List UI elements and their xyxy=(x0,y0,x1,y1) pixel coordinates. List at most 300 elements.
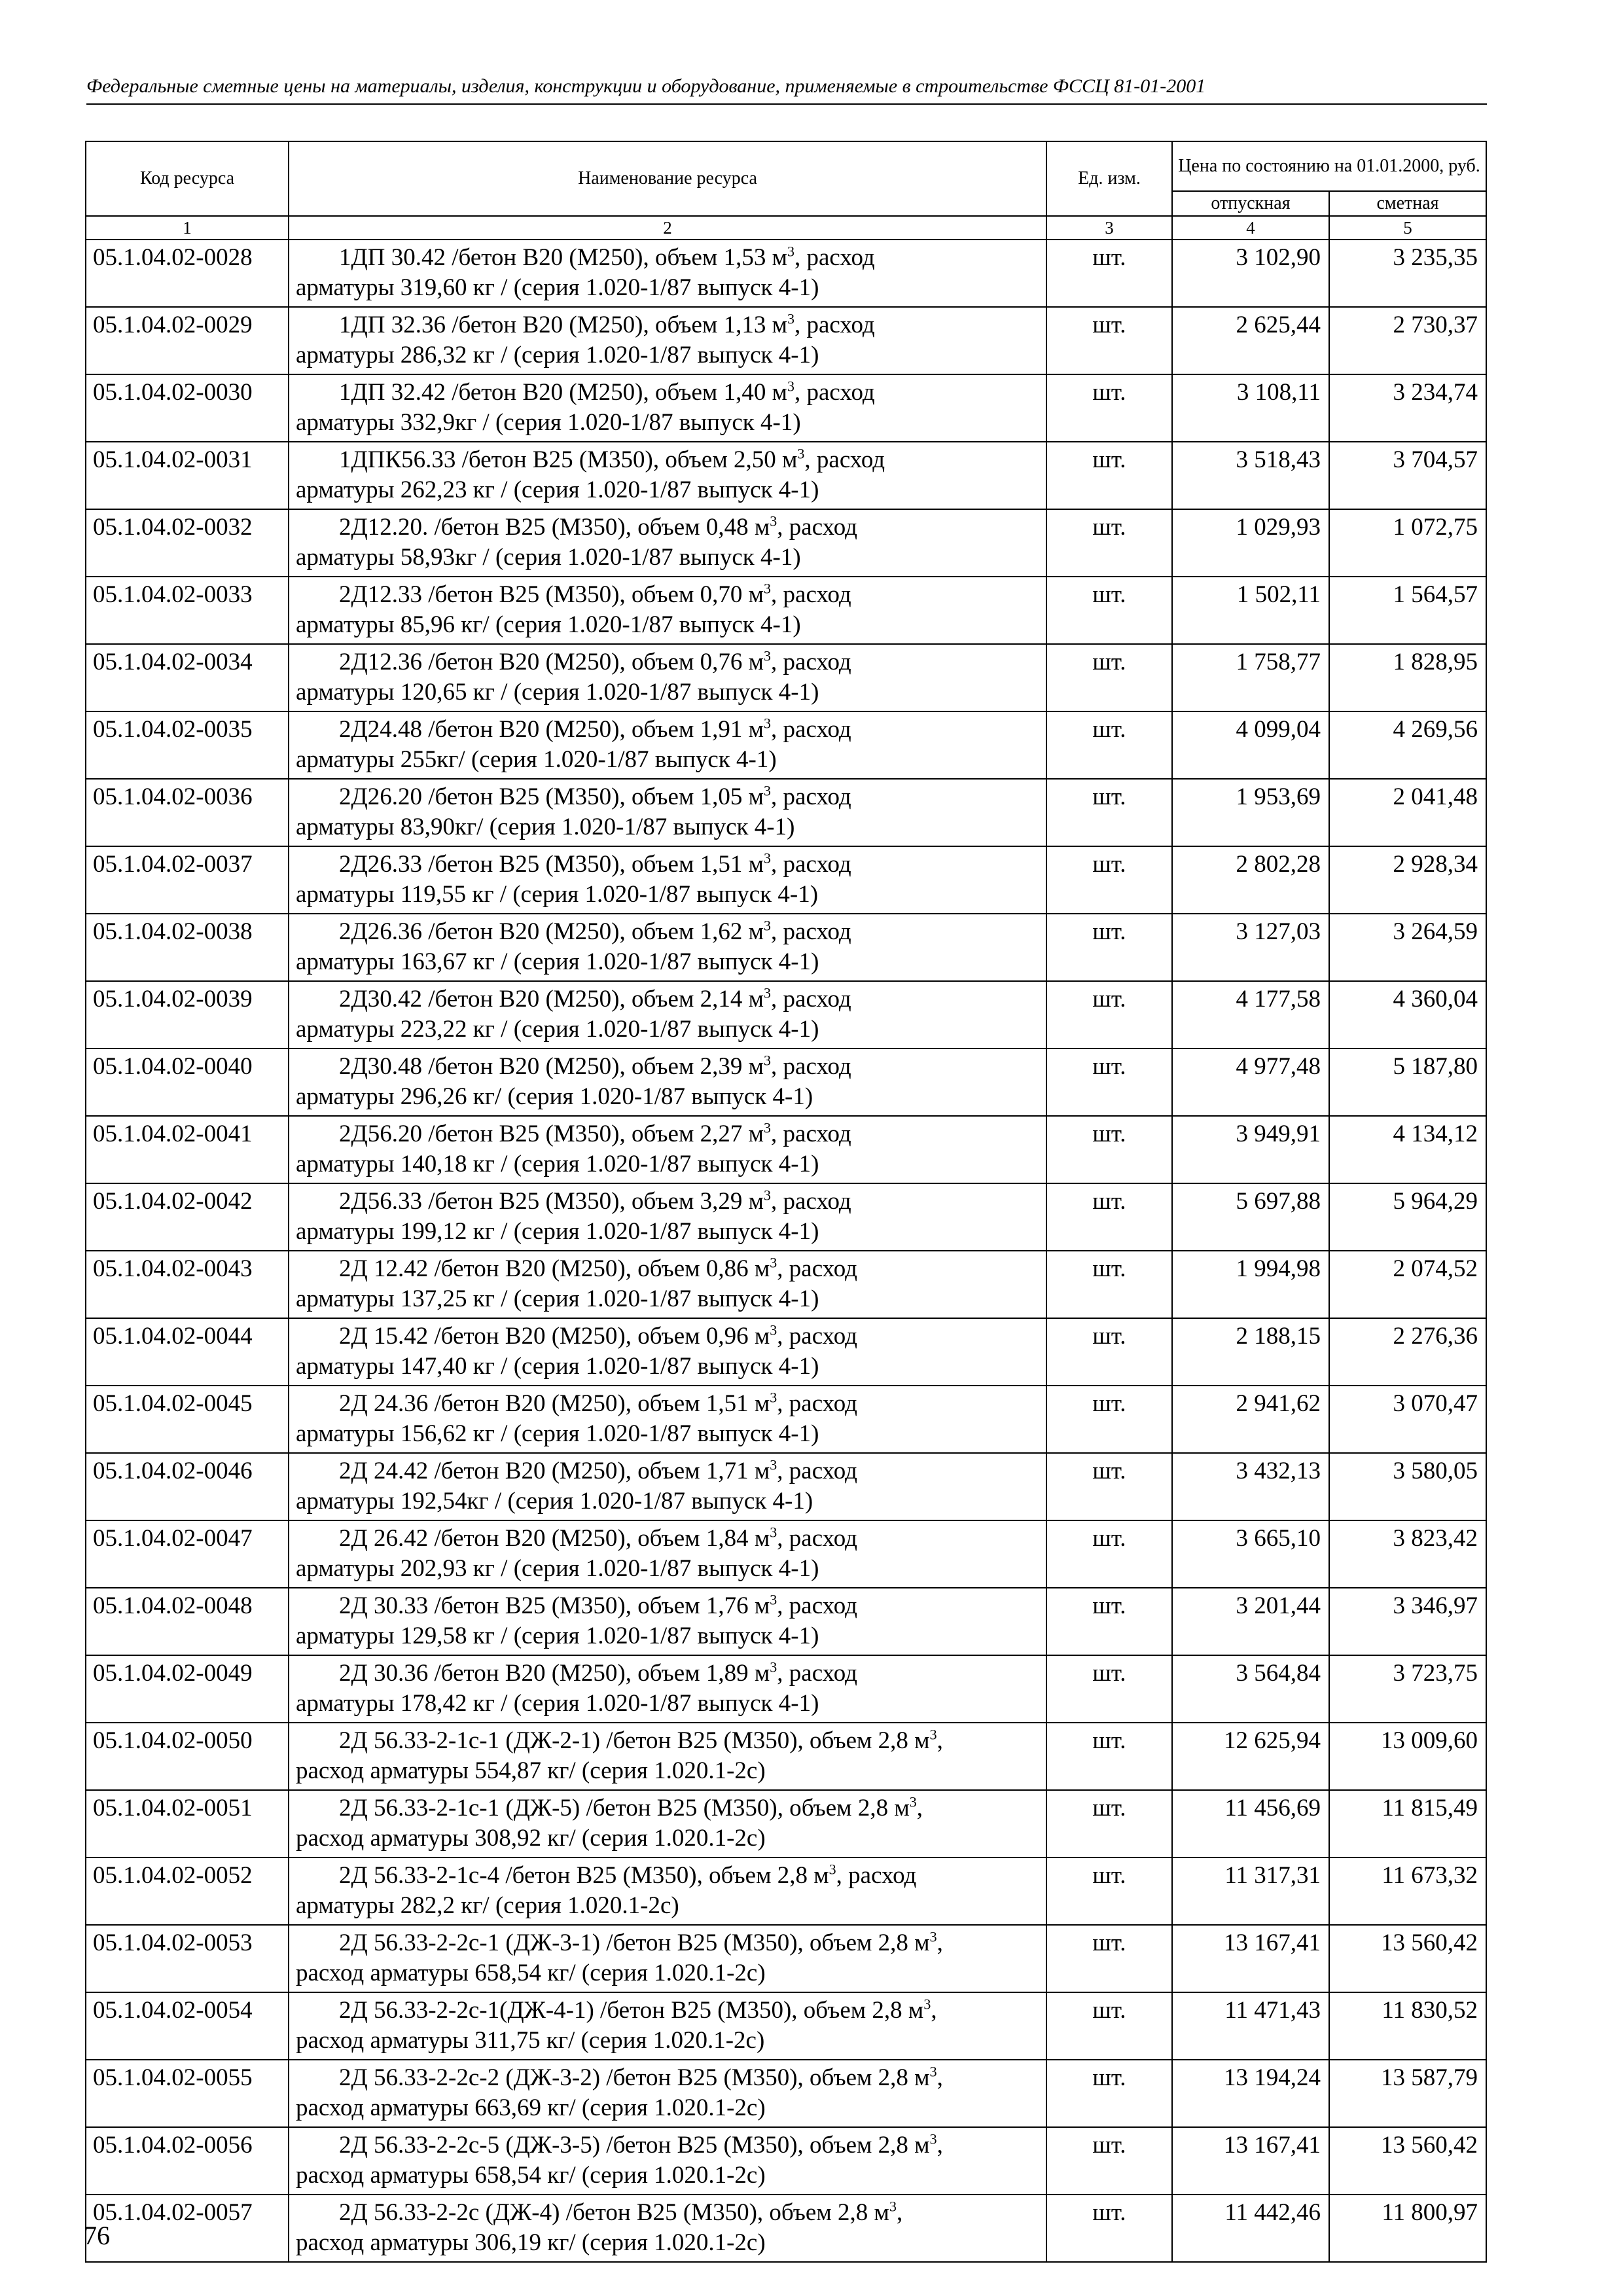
unit: шт. xyxy=(1046,779,1172,846)
estimate-price: 4 360,04 xyxy=(1329,981,1486,1049)
cubic-superscript: 3 xyxy=(764,1187,772,1204)
resource-name-line1-tail: , xyxy=(916,1795,923,1821)
resource-name xyxy=(289,1453,1046,1520)
resource-code: 05.1.04.02-0052 xyxy=(86,1857,289,1925)
resource-name xyxy=(289,1723,1046,1790)
unit: шт. xyxy=(1046,1588,1172,1655)
resource-name-line1-tail: , расход xyxy=(771,1053,851,1080)
estimate-price: 2 730,37 xyxy=(1329,307,1486,374)
table-row xyxy=(86,1116,1486,1183)
resource-name-line1: 2Д 24.36 /бетон В20 (М250), объем 1,51 м xyxy=(339,1390,770,1417)
release-price: 3 949,91 xyxy=(1172,1116,1329,1183)
table-row xyxy=(86,1386,1486,1453)
table-row xyxy=(86,779,1486,846)
table-row xyxy=(86,307,1486,374)
resource-code: 05.1.04.02-0041 xyxy=(86,1116,289,1183)
resource-name xyxy=(289,779,1046,846)
resource-name-line1: 2Д30.42 /бетон В20 (М250), объем 2,14 м xyxy=(339,986,764,1013)
cubic-superscript: 3 xyxy=(764,715,772,732)
table-body xyxy=(86,240,1486,2262)
cubic-superscript: 3 xyxy=(929,2130,937,2147)
estimate-price: 5 964,29 xyxy=(1329,1183,1486,1251)
resource-name xyxy=(289,442,1046,509)
resource-name-line1-tail: , xyxy=(931,1997,937,2024)
cubic-superscript: 3 xyxy=(770,1254,777,1271)
resource-name xyxy=(289,577,1046,644)
resource-name-line2: арматуры 140,18 кг / (серия 1.020-1/87 выпуск 4-1) xyxy=(296,1151,819,1177)
resource-name-line1-tail: , расход xyxy=(771,851,851,878)
unit: шт. xyxy=(1046,644,1172,711)
column-header-price-group: Цена по состоянию на 01.01.2000, руб. xyxy=(1172,141,1486,191)
cubic-superscript: 3 xyxy=(764,782,772,799)
release-price: 11 456,69 xyxy=(1172,1790,1329,1857)
release-price: 2 802,28 xyxy=(1172,846,1329,914)
release-price: 1 758,77 xyxy=(1172,644,1329,711)
resource-name-line1: 1ДП 32.42 /бетон В20 (М250), объем 1,40 м xyxy=(339,379,787,406)
unit: шт. xyxy=(1046,2127,1172,2195)
resource-name-line2: арматуры 332,9кг / (серия 1.020-1/87 выпуск 4-1) xyxy=(296,409,801,436)
resource-name xyxy=(289,1520,1046,1588)
unit: шт. xyxy=(1046,846,1172,914)
resource-name-line1: 2Д 12.42 /бетон В20 (М250), объем 0,86 м xyxy=(339,1255,770,1282)
resource-name-line1-tail: , расход xyxy=(777,1323,857,1350)
resource-name-line1-tail: , расход xyxy=(771,986,851,1013)
resource-name-line2: арматуры 262,23 кг / (серия 1.020-1/87 выпуск 4-1) xyxy=(296,476,819,503)
release-price: 13 167,41 xyxy=(1172,1925,1329,1992)
resource-name-line1: 1ДП 32.36 /бетон В20 (М250), объем 1,13 м xyxy=(339,312,787,338)
resource-name xyxy=(289,2195,1046,2262)
resource-name xyxy=(289,914,1046,981)
table-row xyxy=(86,240,1486,307)
cubic-superscript: 3 xyxy=(787,378,794,395)
estimate-price: 3 823,42 xyxy=(1329,1520,1486,1588)
resource-name-line1-tail: , расход xyxy=(794,379,875,406)
resource-name-line1-tail: , расход xyxy=(771,1121,851,1147)
resource-name-line1: 2Д 56.33-2-1с-4 /бетон В25 (М350), объем 2,8 м xyxy=(339,1862,829,1889)
table-row xyxy=(86,1049,1486,1116)
resource-name xyxy=(289,1857,1046,1925)
resource-name xyxy=(289,1183,1046,1251)
resource-code: 05.1.04.02-0045 xyxy=(86,1386,289,1453)
unit: шт. xyxy=(1046,1520,1172,1588)
unit: шт. xyxy=(1046,1116,1172,1183)
estimate-price: 3 264,59 xyxy=(1329,914,1486,981)
resource-name-line1-tail: , расход xyxy=(771,783,851,810)
table-row xyxy=(86,1453,1486,1520)
resource-name xyxy=(289,711,1046,779)
release-price: 2 941,62 xyxy=(1172,1386,1329,1453)
resource-code: 05.1.04.02-0030 xyxy=(86,374,289,442)
resource-code: 05.1.04.02-0049 xyxy=(86,1655,289,1723)
resource-code: 05.1.04.02-0047 xyxy=(86,1520,289,1588)
table-row xyxy=(86,711,1486,779)
cubic-superscript: 3 xyxy=(764,1119,772,1136)
resource-code: 05.1.04.02-0029 xyxy=(86,307,289,374)
cubic-superscript: 3 xyxy=(889,2198,897,2215)
resource-name-line1: 2Д 30.36 /бетон В20 (М250), объем 1,89 м xyxy=(339,1660,770,1687)
table-row xyxy=(86,1318,1486,1386)
unit: шт. xyxy=(1046,307,1172,374)
cubic-superscript: 3 xyxy=(770,1321,777,1338)
estimate-price: 13 560,42 xyxy=(1329,1925,1486,1992)
cubic-superscript: 3 xyxy=(764,580,772,597)
resource-name-line1: 2Д 56.33-2-2с-1(ДЖ-4-1) /бетон В25 (М350), объем 2,8 м xyxy=(339,1997,924,2024)
table-row xyxy=(86,509,1486,577)
release-price: 1 502,11 xyxy=(1172,577,1329,644)
resource-name xyxy=(289,846,1046,914)
resource-name-line2: арматуры 178,42 кг / (серия 1.020-1/87 выпуск 4-1) xyxy=(296,1690,819,1717)
resource-code: 05.1.04.02-0053 xyxy=(86,1925,289,1992)
cubic-superscript: 3 xyxy=(770,1591,777,1608)
column-number: 2 xyxy=(289,216,1046,240)
unit: шт. xyxy=(1046,2060,1172,2127)
estimate-price: 3 704,57 xyxy=(1329,442,1486,509)
release-price: 1 029,93 xyxy=(1172,509,1329,577)
unit: шт. xyxy=(1046,1251,1172,1318)
resource-name-line1: 2Д12.33 /бетон В25 (М350), объем 0,70 м xyxy=(339,581,764,608)
unit: шт. xyxy=(1046,1925,1172,1992)
release-price: 2 188,15 xyxy=(1172,1318,1329,1386)
resource-name-line1-tail: , расход xyxy=(777,1458,857,1484)
resource-name-line1: 2Д12.20. /бетон В25 (М350), объем 0,48 м xyxy=(339,514,770,541)
resource-name xyxy=(289,1925,1046,1992)
resource-code: 05.1.04.02-0042 xyxy=(86,1183,289,1251)
resource-name xyxy=(289,374,1046,442)
cubic-superscript: 3 xyxy=(787,310,794,327)
estimate-price: 5 187,80 xyxy=(1329,1049,1486,1116)
unit: шт. xyxy=(1046,914,1172,981)
resource-name-line2: арматуры 85,96 кг/ (серия 1.020-1/87 выпуск 4-1) xyxy=(296,611,801,638)
price-table xyxy=(85,141,1487,2263)
resource-name-line1: 2Д56.33 /бетон В25 (М350), объем 3,29 м xyxy=(339,1188,764,1215)
resource-code: 05.1.04.02-0051 xyxy=(86,1790,289,1857)
resource-name-line1: 2Д26.33 /бетон В25 (М350), объем 1,51 м xyxy=(339,851,764,878)
resource-name-line2: арматуры 137,25 кг / (серия 1.020-1/87 выпуск 4-1) xyxy=(296,1285,819,1312)
resource-name-line2: арматуры 192,54кг / (серия 1.020-1/87 выпуск 4-1) xyxy=(296,1488,813,1515)
resource-name-line1-tail: , xyxy=(896,2199,903,2226)
resource-code: 05.1.04.02-0039 xyxy=(86,981,289,1049)
table-row xyxy=(86,577,1486,644)
resource-code: 05.1.04.02-0031 xyxy=(86,442,289,509)
column-number: 4 xyxy=(1172,216,1329,240)
estimate-price: 11 815,49 xyxy=(1329,1790,1486,1857)
estimate-price: 13 009,60 xyxy=(1329,1723,1486,1790)
resource-code: 05.1.04.02-0035 xyxy=(86,711,289,779)
resource-name-line1: 2Д56.20 /бетон В25 (М350), объем 2,27 м xyxy=(339,1121,764,1147)
estimate-price: 1 564,57 xyxy=(1329,577,1486,644)
estimate-price: 3 235,35 xyxy=(1329,240,1486,307)
cubic-superscript: 3 xyxy=(929,1726,937,1743)
resource-name-line1-tail: , расход xyxy=(777,1390,857,1417)
resource-name xyxy=(289,1251,1046,1318)
resource-name-line1: 2Д 56.33-2-1с-1 (ДЖ-5) /бетон В25 (М350), объем 2,8 м xyxy=(339,1795,910,1821)
resource-name-line2: расход арматуры 306,19 кг/ (серия 1.020.1-2с) xyxy=(296,2229,766,2256)
page-number: 76 xyxy=(84,2221,110,2250)
resource-code: 05.1.04.02-0034 xyxy=(86,644,289,711)
unit: шт. xyxy=(1046,240,1172,307)
resource-name-line1: 1ДП 30.42 /бетон В20 (М250), объем 1,53 м xyxy=(339,244,787,271)
release-price: 3 564,84 xyxy=(1172,1655,1329,1723)
resource-code: 05.1.04.02-0037 xyxy=(86,846,289,914)
cubic-superscript: 3 xyxy=(770,1659,777,1676)
table-row xyxy=(86,1588,1486,1655)
resource-name-line2: арматуры 163,67 кг / (серия 1.020-1/87 выпуск 4-1) xyxy=(296,948,819,975)
resource-code: 05.1.04.02-0048 xyxy=(86,1588,289,1655)
table-row xyxy=(86,846,1486,914)
estimate-price: 2 928,34 xyxy=(1329,846,1486,914)
table-row xyxy=(86,1183,1486,1251)
table-row xyxy=(86,2060,1486,2127)
estimate-price: 11 800,97 xyxy=(1329,2195,1486,2262)
release-price: 11 442,46 xyxy=(1172,2195,1329,2262)
resource-name-line1: 2Д 56.33-2-2с-2 (ДЖ-3-2) /бетон В25 (М350), объем 2,8 м xyxy=(339,2064,930,2091)
estimate-price: 1 828,95 xyxy=(1329,644,1486,711)
cubic-superscript: 3 xyxy=(764,917,772,934)
resource-code: 05.1.04.02-0028 xyxy=(86,240,289,307)
resource-name-line1: 2Д 56.33-2-2с-5 (ДЖ-3-5) /бетон В25 (М350), объем 2,8 м xyxy=(339,2132,930,2159)
resource-name xyxy=(289,2127,1046,2195)
cubic-superscript: 3 xyxy=(929,1928,937,1945)
unit: шт. xyxy=(1046,1992,1172,2060)
table-row xyxy=(86,1520,1486,1588)
resource-name-line2: арматуры 83,90кг/ (серия 1.020-1/87 выпуск 4-1) xyxy=(296,814,795,840)
resource-name xyxy=(289,1790,1046,1857)
resource-name-line1-tail: , расход xyxy=(777,1592,857,1619)
resource-name-line1-tail: , расход xyxy=(804,446,885,473)
estimate-price: 11 830,52 xyxy=(1329,1992,1486,2060)
resource-name-line1-tail: , расход xyxy=(771,1188,851,1215)
resource-code: 05.1.04.02-0044 xyxy=(86,1318,289,1386)
table-row xyxy=(86,914,1486,981)
estimate-price: 3 070,47 xyxy=(1329,1386,1486,1453)
unit: шт. xyxy=(1046,711,1172,779)
resource-name-line1-tail: , расход xyxy=(771,649,851,675)
unit: шт. xyxy=(1046,1790,1172,1857)
resource-code: 05.1.04.02-0032 xyxy=(86,509,289,577)
resource-name-line1-tail: , расход xyxy=(777,1255,857,1282)
table-row xyxy=(86,644,1486,711)
resource-name-line1: 2Д24.48 /бетон В20 (М250), объем 1,91 м xyxy=(339,716,764,743)
resource-name-line1: 2Д 26.42 /бетон В20 (М250), объем 1,84 м xyxy=(339,1525,770,1552)
resource-name-line1-tail: , расход xyxy=(777,514,857,541)
release-price: 4 099,04 xyxy=(1172,711,1329,779)
resource-name-line1-tail: , xyxy=(936,1727,943,1754)
release-price: 3 518,43 xyxy=(1172,442,1329,509)
cubic-superscript: 3 xyxy=(770,1389,777,1406)
estimate-price: 1 072,75 xyxy=(1329,509,1486,577)
cubic-superscript: 3 xyxy=(770,1456,777,1473)
unit: шт. xyxy=(1046,1857,1172,1925)
resource-name-line1: 2Д 56.33-2-2с-1 (ДЖ-3-1) /бетон В25 (М350), объем 2,8 м xyxy=(339,1929,930,1956)
resource-name-line1-tail: , расход xyxy=(771,716,851,743)
unit: шт. xyxy=(1046,1655,1172,1723)
resource-name-line1: 2Д26.36 /бетон В20 (М250), объем 1,62 м xyxy=(339,918,764,945)
release-price: 1 953,69 xyxy=(1172,779,1329,846)
resource-name-line2: арматуры 120,65 кг / (серия 1.020-1/87 выпуск 4-1) xyxy=(296,679,819,706)
estimate-price: 3 580,05 xyxy=(1329,1453,1486,1520)
resource-name-line2: арматуры 58,93кг / (серия 1.020-1/87 выпуск 4-1) xyxy=(296,544,801,571)
resource-name xyxy=(289,1992,1046,2060)
resource-name xyxy=(289,1116,1046,1183)
table-row xyxy=(86,1790,1486,1857)
resource-name xyxy=(289,2060,1046,2127)
resource-code: 05.1.04.02-0046 xyxy=(86,1453,289,1520)
release-price: 3 665,10 xyxy=(1172,1520,1329,1588)
resource-name-line2: расход арматуры 658,54 кг/ (серия 1.020.1-2с) xyxy=(296,2162,766,2189)
estimate-price: 3 234,74 xyxy=(1329,374,1486,442)
cubic-superscript: 3 xyxy=(923,1996,931,2013)
column-header-code: Код ресурса xyxy=(86,141,289,216)
table-row xyxy=(86,2195,1486,2262)
estimate-price: 4 269,56 xyxy=(1329,711,1486,779)
release-price: 3 127,03 xyxy=(1172,914,1329,981)
running-header: Федеральные сметные цены на материалы, изделия, конструкции и оборудование, применяемые в строительстве ФССЦ 81-01-2001 xyxy=(86,75,1206,97)
resource-name-line1-tail: , расход xyxy=(777,1525,857,1552)
header-divider xyxy=(86,103,1487,105)
cubic-superscript: 3 xyxy=(770,1524,777,1541)
resource-name-line2: арматуры 129,58 кг / (серия 1.020-1/87 выпуск 4-1) xyxy=(296,1623,819,1649)
estimate-price: 3 346,97 xyxy=(1329,1588,1486,1655)
estimate-price: 2 276,36 xyxy=(1329,1318,1486,1386)
resource-name-line1-tail: , расход xyxy=(771,918,851,945)
resource-name-line2: расход арматуры 311,75 кг/ (серия 1.020.1-2с) xyxy=(296,2027,765,2054)
resource-name-line1-tail: , расход xyxy=(836,1862,917,1889)
column-header-estimate-price: сметная xyxy=(1329,191,1486,216)
resource-name-line2: расход арматуры 308,92 кг/ (серия 1.020.1-2с) xyxy=(296,1825,766,1852)
resource-name-line2: расход арматуры 658,54 кг/ (серия 1.020.1-2с) xyxy=(296,1960,766,1986)
estimate-price: 13 587,79 xyxy=(1329,2060,1486,2127)
release-price: 2 625,44 xyxy=(1172,307,1329,374)
resource-code: 05.1.04.02-0055 xyxy=(86,2060,289,2127)
estimate-price: 4 134,12 xyxy=(1329,1116,1486,1183)
resource-name-line1-tail: , расход xyxy=(777,1660,857,1687)
estimate-price: 3 723,75 xyxy=(1329,1655,1486,1723)
resource-code: 05.1.04.02-0056 xyxy=(86,2127,289,2195)
table-row xyxy=(86,374,1486,442)
release-price: 13 194,24 xyxy=(1172,2060,1329,2127)
resource-code: 05.1.04.02-0050 xyxy=(86,1723,289,1790)
resource-name-line1-tail: , расход xyxy=(771,581,851,608)
release-price: 1 994,98 xyxy=(1172,1251,1329,1318)
column-number: 3 xyxy=(1046,216,1172,240)
unit: шт. xyxy=(1046,1723,1172,1790)
estimate-price: 2 074,52 xyxy=(1329,1251,1486,1318)
resource-code: 05.1.04.02-0033 xyxy=(86,577,289,644)
unit: шт. xyxy=(1046,509,1172,577)
release-price: 3 108,11 xyxy=(1172,374,1329,442)
resource-name-line2: арматуры 202,93 кг / (серия 1.020-1/87 выпуск 4-1) xyxy=(296,1555,819,1582)
table-row xyxy=(86,2127,1486,2195)
release-price: 11 471,43 xyxy=(1172,1992,1329,2060)
resource-name-line1: 2Д 15.42 /бетон В20 (М250), объем 0,96 м xyxy=(339,1323,770,1350)
release-price: 3 432,13 xyxy=(1172,1453,1329,1520)
resource-name-line1: 2Д 56.33-2-2с (ДЖ-4) /бетон В25 (М350), объем 2,8 м xyxy=(339,2199,889,2226)
resource-code: 05.1.04.02-0054 xyxy=(86,1992,289,2060)
resource-name xyxy=(289,1655,1046,1723)
estimate-price: 13 560,42 xyxy=(1329,2127,1486,2195)
resource-code: 05.1.04.02-0057 xyxy=(86,2195,289,2262)
cubic-superscript: 3 xyxy=(929,2063,937,2080)
cubic-superscript: 3 xyxy=(787,243,794,260)
resource-name-line1-tail: , xyxy=(936,2132,943,2159)
release-price: 4 177,58 xyxy=(1172,981,1329,1049)
resource-name-line1: 2Д 56.33-2-1с-1 (ДЖ-2-1) /бетон В25 (М350), объем 2,8 м xyxy=(339,1727,930,1754)
resource-name xyxy=(289,1049,1046,1116)
table-row xyxy=(86,1925,1486,1992)
resource-code: 05.1.04.02-0040 xyxy=(86,1049,289,1116)
resource-name xyxy=(289,240,1046,307)
resource-name xyxy=(289,1318,1046,1386)
table-row xyxy=(86,1857,1486,1925)
resource-name-line1: 2Д12.36 /бетон В20 (М250), объем 0,76 м xyxy=(339,649,764,675)
table-row xyxy=(86,442,1486,509)
release-price: 3 102,90 xyxy=(1172,240,1329,307)
release-price: 12 625,94 xyxy=(1172,1723,1329,1790)
estimate-price: 11 673,32 xyxy=(1329,1857,1486,1925)
table-row xyxy=(86,1992,1486,2060)
resource-name-line1-tail: , расход xyxy=(794,312,875,338)
release-price: 13 167,41 xyxy=(1172,2127,1329,2195)
resource-name xyxy=(289,1386,1046,1453)
table-row xyxy=(86,1723,1486,1790)
resource-name-line1: 2Д 30.33 /бетон В25 (М350), объем 1,76 м xyxy=(339,1592,770,1619)
resource-name xyxy=(289,981,1046,1049)
resource-code: 05.1.04.02-0038 xyxy=(86,914,289,981)
resource-name-line2: арматуры 156,62 кг / (серия 1.020-1/87 выпуск 4-1) xyxy=(296,1420,819,1447)
cubic-superscript: 3 xyxy=(764,984,772,1001)
cubic-superscript: 3 xyxy=(764,850,772,867)
resource-name-line1-tail: , xyxy=(936,1929,943,1956)
resource-name-line2: арматуры 255кг/ (серия 1.020-1/87 выпуск 4-1) xyxy=(296,746,777,773)
cubic-superscript: 3 xyxy=(764,647,772,664)
unit: шт. xyxy=(1046,1049,1172,1116)
resource-name-line2: арматуры 223,22 кг / (серия 1.020-1/87 выпуск 4-1) xyxy=(296,1016,819,1043)
resource-name-line1: 2Д30.48 /бетон В20 (М250), объем 2,39 м xyxy=(339,1053,764,1080)
release-price: 11 317,31 xyxy=(1172,1857,1329,1925)
table-row xyxy=(86,981,1486,1049)
unit: шт. xyxy=(1046,1386,1172,1453)
resource-name-line2: арматуры 282,2 кг/ (серия 1.020.1-2с) xyxy=(296,1892,679,1919)
cubic-superscript: 3 xyxy=(764,1052,772,1069)
resource-name-line2: расход арматуры 554,87 кг/ (серия 1.020.1-2с) xyxy=(296,1757,766,1784)
unit: шт. xyxy=(1046,374,1172,442)
cubic-superscript: 3 xyxy=(770,512,777,529)
resource-name-line2: арматуры 147,40 кг / (серия 1.020-1/87 выпуск 4-1) xyxy=(296,1353,819,1380)
unit: шт. xyxy=(1046,577,1172,644)
unit: шт. xyxy=(1046,2195,1172,2262)
release-price: 3 201,44 xyxy=(1172,1588,1329,1655)
column-header-unit: Ед. изм. xyxy=(1046,141,1172,216)
resource-name-line2: арматуры 319,60 кг / (серия 1.020-1/87 выпуск 4-1) xyxy=(296,274,819,301)
resource-name xyxy=(289,509,1046,577)
column-header-name: Наименование ресурса xyxy=(289,141,1046,216)
resource-name xyxy=(289,1588,1046,1655)
table-row xyxy=(86,1251,1486,1318)
column-header-release-price: отпускная xyxy=(1172,191,1329,216)
unit: шт. xyxy=(1046,981,1172,1049)
unit: шт. xyxy=(1046,1453,1172,1520)
unit: шт. xyxy=(1046,1318,1172,1386)
resource-name-line2: расход арматуры 663,69 кг/ (серия 1.020.1-2с) xyxy=(296,2094,766,2121)
cubic-superscript: 3 xyxy=(909,1793,917,1810)
release-price: 5 697,88 xyxy=(1172,1183,1329,1251)
resource-name xyxy=(289,307,1046,374)
resource-name-line2: арматуры 119,55 кг / (серия 1.020-1/87 выпуск 4-1) xyxy=(296,881,819,908)
resource-name-line1-tail: , расход xyxy=(794,244,875,271)
resource-code: 05.1.04.02-0043 xyxy=(86,1251,289,1318)
resource-name-line1: 1ДПК56.33 /бетон В25 (М350), объем 2,50 м xyxy=(339,446,798,473)
resource-name xyxy=(289,644,1046,711)
